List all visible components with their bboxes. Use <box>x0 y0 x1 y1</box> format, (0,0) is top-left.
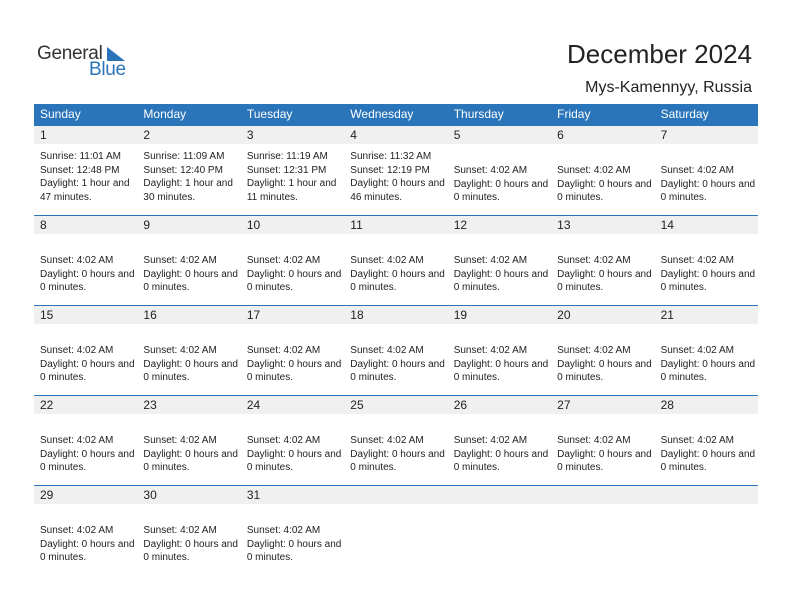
day-cell <box>137 395 240 485</box>
day-number: 29 <box>40 488 54 502</box>
day-number: 10 <box>246 218 261 232</box>
day-sun-info <box>557 254 655 295</box>
page-title: December 2024 <box>567 39 752 69</box>
day-sun-info <box>143 254 241 295</box>
day-daylight-text: Daylight: 0 hours and 0 minutes. <box>143 448 238 473</box>
day-number: 2 <box>143 128 151 142</box>
day-cell <box>344 305 447 395</box>
day-sun-info <box>557 434 655 475</box>
day-cell <box>655 395 758 485</box>
day-cell <box>551 395 654 485</box>
day-sunset-text: Sunset: 4:02 AM <box>660 435 734 446</box>
day-daylight-text: Daylight: 0 hours and 0 minutes. <box>350 358 445 383</box>
day-sun-info <box>143 150 241 204</box>
day-daylight-text: Daylight: 0 hours and 46 minutes. <box>350 178 445 203</box>
week-cells <box>34 215 758 305</box>
day-sun-info <box>247 344 345 385</box>
day-number: 6 <box>557 128 564 142</box>
weekday-monday: Monday <box>143 107 187 121</box>
day-sunset-text: Sunset: 4:02 AM <box>453 255 528 266</box>
day-sunset-text: Sunset: 4:02 AM <box>557 165 631 176</box>
day-sunset-text: Sunset: 4:02 AM <box>246 255 321 266</box>
day-cell <box>448 305 551 395</box>
day-daylight-text: Daylight: 1 hour and 11 minutes. <box>246 178 337 203</box>
day-cell <box>34 395 137 485</box>
calendar-week-row <box>34 125 758 215</box>
day-sun-info <box>247 254 345 295</box>
day-sun-info <box>454 254 552 295</box>
day-cell <box>344 485 447 575</box>
day-daylight-text: Daylight: 0 hours and 0 minutes. <box>246 538 342 563</box>
day-sun-info <box>454 344 552 385</box>
day-cell <box>137 125 240 215</box>
day-daylight-text: Daylight: 0 hours and 0 minutes. <box>453 448 549 473</box>
day-sun-info <box>143 344 241 385</box>
day-cell <box>551 125 654 215</box>
day-sun-info <box>661 434 759 475</box>
day-daylight-text: Daylight: 0 hours and 0 minutes. <box>143 268 238 293</box>
day-sunset-text: Sunset: 4:02 AM <box>246 435 321 446</box>
logo <box>37 43 137 83</box>
day-sunset-text: Sunset: 4:02 AM <box>143 525 217 536</box>
day-number: 31 <box>246 488 261 502</box>
day-number: 15 <box>40 308 54 322</box>
day-sun-info <box>40 434 138 475</box>
day-sunset-text: Sunset: 4:02 AM <box>40 345 114 356</box>
day-sun-info <box>454 434 552 475</box>
day-sun-info <box>454 164 552 205</box>
day-sunset-text: Sunset: 4:02 AM <box>246 345 321 356</box>
day-number: 7 <box>660 128 668 142</box>
day-sunset-text: Sunset: 12:31 PM <box>246 164 327 176</box>
day-sunset-text: Sunset: 4:02 AM <box>557 435 631 446</box>
day-number: 28 <box>660 398 674 412</box>
day-cell <box>655 485 758 575</box>
day-daylight-text: Daylight: 1 hour and 30 minutes. <box>143 178 233 203</box>
weekday-tuesday: Tuesday <box>246 107 293 121</box>
day-cell <box>448 395 551 485</box>
week-cells <box>34 395 758 485</box>
day-sun-info <box>40 150 138 204</box>
day-sun-info <box>40 524 138 565</box>
day-daylight-text: Daylight: 0 hours and 0 minutes. <box>350 268 445 293</box>
day-cell <box>137 305 240 395</box>
calendar-week-row <box>34 395 758 485</box>
day-number: 26 <box>453 398 468 412</box>
calendar-week-row <box>34 215 758 305</box>
day-sun-info <box>661 344 759 385</box>
day-daylight-text: Daylight: 0 hours and 0 minutes. <box>453 178 549 203</box>
day-number: 16 <box>143 308 157 322</box>
day-sunset-text: Sunset: 4:02 AM <box>40 255 114 266</box>
day-number: 23 <box>143 398 157 412</box>
week-cells <box>34 485 758 575</box>
day-sun-info <box>350 254 448 295</box>
day-daylight-text: Daylight: 0 hours and 0 minutes. <box>350 448 445 473</box>
day-daylight-text: Daylight: 0 hours and 0 minutes. <box>660 268 756 293</box>
day-sunset-text: Sunset: 4:02 AM <box>453 435 528 446</box>
day-number: 4 <box>350 128 357 142</box>
day-sun-info <box>557 344 655 385</box>
day-number: 20 <box>557 308 571 322</box>
day-sunrise-text: Sunrise: 11:32 AM <box>350 151 432 162</box>
day-number: 30 <box>143 488 157 502</box>
week-cells <box>34 125 758 215</box>
day-sunset-text: Sunset: 4:02 AM <box>660 255 734 266</box>
day-cell <box>241 215 344 305</box>
day-sun-info <box>350 150 448 204</box>
day-cell <box>551 215 654 305</box>
day-sunrise-text: Sunrise: 11:01 AM <box>40 151 121 162</box>
day-daylight-text: Daylight: 0 hours and 0 minutes. <box>143 538 238 563</box>
weekday-sunday: Sunday <box>40 107 81 121</box>
calendar <box>34 104 758 575</box>
day-daylight-text: Daylight: 0 hours and 0 minutes. <box>453 268 549 293</box>
day-sun-info <box>40 344 138 385</box>
day-number: 22 <box>40 398 54 412</box>
day-cell <box>448 125 551 215</box>
location-label: Mys-Kamennyy, Russia <box>585 79 752 96</box>
day-cell <box>551 485 654 575</box>
calendar-week-row <box>34 485 758 575</box>
day-cell <box>655 215 758 305</box>
weekday-wednesday: Wednesday <box>350 107 414 121</box>
day-daylight-text: Daylight: 0 hours and 0 minutes. <box>143 358 238 383</box>
weekday-friday: Friday <box>557 107 591 121</box>
day-sunset-text: Sunset: 4:02 AM <box>143 255 217 266</box>
day-daylight-text: Daylight: 0 hours and 0 minutes. <box>246 448 342 473</box>
day-number: 1 <box>40 128 47 142</box>
day-sunset-text: Sunset: 4:02 AM <box>143 345 217 356</box>
day-sun-info <box>661 164 759 205</box>
day-sun-info <box>40 254 138 295</box>
day-cell <box>655 305 758 395</box>
day-cell <box>34 485 137 575</box>
day-daylight-text: Daylight: 0 hours and 0 minutes. <box>660 178 756 203</box>
day-daylight-text: Daylight: 0 hours and 0 minutes. <box>557 178 652 203</box>
day-cell <box>241 305 344 395</box>
weekday-saturday: Saturday <box>660 107 709 121</box>
calendar-week-row <box>34 305 758 395</box>
day-sunset-text: Sunset: 4:02 AM <box>143 435 217 446</box>
day-cell <box>137 215 240 305</box>
day-cell <box>241 395 344 485</box>
logo-general-text: General <box>37 43 103 64</box>
day-sun-info <box>661 254 759 295</box>
day-cell <box>34 215 137 305</box>
day-sunset-text: Sunset: 4:02 AM <box>660 345 734 356</box>
day-number: 14 <box>660 218 674 232</box>
day-sunset-text: Sunset: 4:02 AM <box>40 435 114 446</box>
day-cell <box>655 125 758 215</box>
day-daylight-text: Daylight: 0 hours and 0 minutes. <box>557 448 652 473</box>
day-number: 3 <box>246 128 254 142</box>
day-sun-info <box>350 434 448 475</box>
weekday-header <box>34 104 758 125</box>
day-daylight-text: Daylight: 0 hours and 0 minutes. <box>557 268 652 293</box>
day-sun-info <box>247 434 345 475</box>
day-sun-info <box>143 434 241 475</box>
weekday-thursday: Thursday <box>453 107 504 121</box>
day-number: 27 <box>557 398 571 412</box>
day-cell <box>241 485 344 575</box>
day-number: 17 <box>246 308 261 322</box>
day-number: 12 <box>453 218 468 232</box>
day-sunset-text: Sunset: 12:48 PM <box>40 164 120 176</box>
day-sunset-text: Sunset: 4:02 AM <box>350 435 424 446</box>
day-sunset-text: Sunset: 4:02 AM <box>453 165 528 176</box>
calendar-weeks <box>34 125 758 575</box>
day-sunset-text: Sunset: 4:02 AM <box>453 345 528 356</box>
day-number: 13 <box>557 218 571 232</box>
day-cell <box>34 125 137 215</box>
day-daylight-text: Daylight: 0 hours and 0 minutes. <box>246 358 342 383</box>
day-sunset-text: Sunset: 12:19 PM <box>350 164 430 176</box>
day-daylight-text: Daylight: 0 hours and 0 minutes. <box>453 358 549 383</box>
day-sunrise-text: Sunrise: 11:09 AM <box>143 151 225 162</box>
day-sun-info <box>247 150 345 204</box>
day-cell <box>551 305 654 395</box>
day-number: 8 <box>40 218 47 232</box>
day-cell <box>344 125 447 215</box>
day-cell <box>448 485 551 575</box>
day-sunrise-text: Sunrise: 11:19 AM <box>246 151 328 162</box>
day-number: 5 <box>453 128 461 142</box>
day-cell <box>448 215 551 305</box>
day-sunset-text: Sunset: 4:02 AM <box>350 345 424 356</box>
day-number: 11 <box>350 218 363 232</box>
day-sun-info <box>557 164 655 205</box>
day-daylight-text: Daylight: 0 hours and 0 minutes. <box>660 358 756 383</box>
day-daylight-text: Daylight: 0 hours and 0 minutes. <box>246 268 342 293</box>
day-sunset-text: Sunset: 4:02 AM <box>660 165 734 176</box>
day-cell <box>241 125 344 215</box>
day-daylight-text: Daylight: 0 hours and 0 minutes. <box>660 448 756 473</box>
day-sun-info <box>247 524 345 565</box>
day-daylight-text: Daylight: 0 hours and 0 minutes. <box>40 538 135 563</box>
day-sunset-text: Sunset: 4:02 AM <box>350 255 424 266</box>
day-cell <box>137 485 240 575</box>
day-cell <box>344 395 447 485</box>
day-daylight-text: Daylight: 0 hours and 0 minutes. <box>40 358 135 383</box>
day-number: 18 <box>350 308 364 322</box>
day-number: 24 <box>246 398 261 412</box>
day-sunset-text: Sunset: 4:02 AM <box>557 345 631 356</box>
day-cell <box>34 305 137 395</box>
day-sunset-text: Sunset: 4:02 AM <box>40 525 114 536</box>
week-cells <box>34 305 758 395</box>
day-cell <box>344 215 447 305</box>
day-daylight-text: Daylight: 0 hours and 0 minutes. <box>40 448 135 473</box>
day-sunset-text: Sunset: 4:02 AM <box>557 255 631 266</box>
day-number: 25 <box>350 398 364 412</box>
day-sun-info <box>350 344 448 385</box>
day-daylight-text: Daylight: 1 hour and 47 minutes. <box>40 178 130 203</box>
logo-blue-text: Blue <box>89 59 126 80</box>
day-number: 21 <box>660 308 674 322</box>
day-daylight-text: Daylight: 0 hours and 0 minutes. <box>40 268 135 293</box>
day-daylight-text: Daylight: 0 hours and 0 minutes. <box>557 358 652 383</box>
day-number: 9 <box>143 218 151 232</box>
day-sunset-text: Sunset: 4:02 AM <box>246 525 321 536</box>
day-number: 19 <box>453 308 468 322</box>
day-sun-info <box>143 524 241 565</box>
day-sunset-text: Sunset: 12:40 PM <box>143 164 223 176</box>
